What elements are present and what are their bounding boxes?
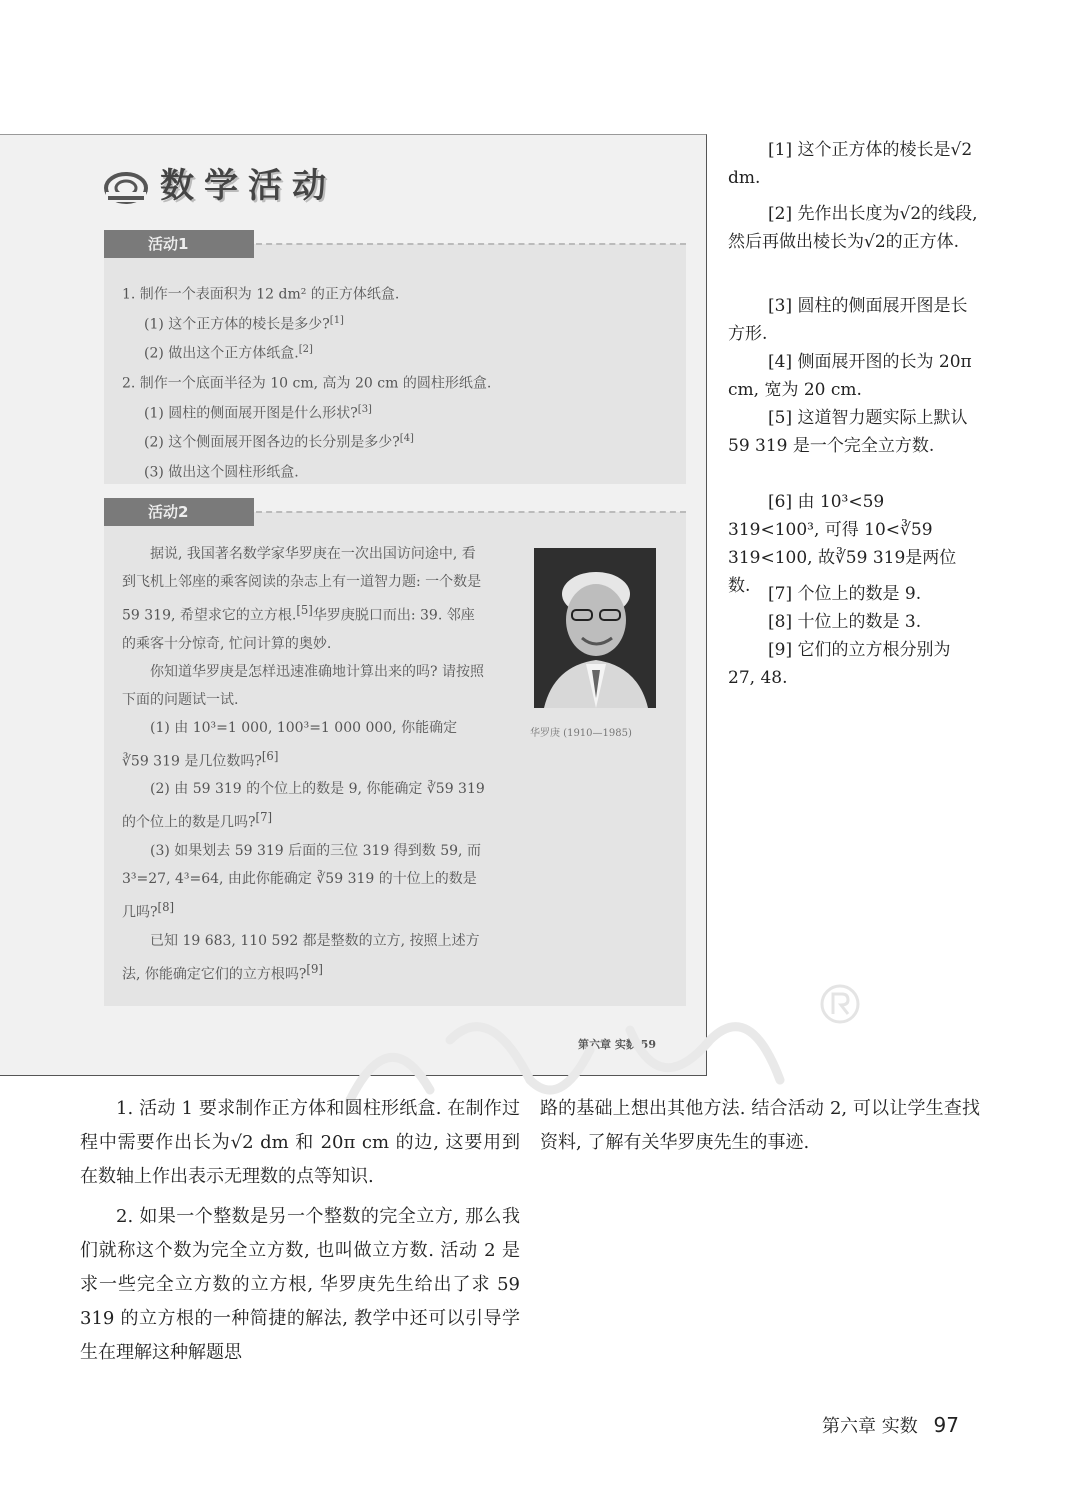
activity1-line: (1) 这个正方体的棱长是多少?[1]	[144, 314, 344, 333]
activity2-paragraph: 据说, 我国著名数学家华罗庚在一次出国访问途中, 看到飞机上邻座的乘客阅读的杂志上有一道智力题: 一个数是 59 319, 希望求它的立方根.[5]华罗庚脱口而出: 39. 邻座的乘客十分惊奇, 忙问计算的奥妙.	[122, 546, 482, 652]
activity2-content	[122, 540, 486, 988]
activity1-line: (1) 圆柱的侧面展开图是什么形状?[3]	[144, 403, 372, 422]
activity2-divider	[256, 511, 686, 513]
activity1-line: 1. 制作一个表面积为 12 dm² 的正方体纸盒.	[122, 286, 400, 303]
activity1-content	[122, 278, 682, 486]
section-logo-icon	[104, 166, 148, 204]
side-note-4: [4] 侧面展开图的长为 20π cm, 宽为 20 cm.	[728, 352, 972, 400]
body-right-column	[540, 1092, 980, 1160]
activity2-tab: 活动2	[104, 498, 254, 526]
activity1-line: (2) 做出这个正方体纸盒.[2]	[144, 344, 313, 362]
activity1-line: 2. 制作一个底面半径为 10 cm, 高为 20 cm 的圆柱形纸盒.	[122, 375, 492, 392]
page-footer	[822, 1412, 959, 1438]
activity2-paragraph: (1) 由 10³=1 000, 100³=1 000 000, 你能确定 ∛59 319 是几位数吗?[6]	[122, 719, 458, 770]
page-number: 97	[933, 1413, 959, 1437]
side-note-1: [1] 这个正方体的棱长是√2 dm.	[728, 140, 973, 188]
embedded-page-footer: 第六章 实数 59	[578, 1038, 656, 1051]
footer-chapter: 第六章 实数	[822, 1416, 918, 1437]
body-paragraph: 2. 如果一个整数是另一个整数的完全立方, 那么我们就称这个数为完全立方数, 也叫做立方数. 活动 2 是求一些完全立方数的立方根, 华罗庚先生给出了求 59 319 的立方根的一种简捷的解法, 教学中还可以引导学生在理解这种解题思	[80, 1206, 520, 1363]
hua-luogeng-portrait	[534, 548, 656, 708]
activity1-tab: 活动1	[104, 230, 254, 258]
activity2-paragraph: 已知 19 683, 110 592 都是整数的立方, 按照上述方法, 你能确定它们的立方根吗?[9]	[122, 932, 480, 983]
side-note-3: [3] 圆柱的侧面展开图是长方形.	[728, 296, 968, 344]
activity2-paragraph: (2) 由 59 319 的个位上的数是 9, 你能确定 ∛59 319 的个位上的数是几吗?[7]	[122, 781, 485, 831]
side-note-8: [8] 十位上的数是 3.	[768, 612, 922, 632]
section-title: 数学活动	[160, 166, 336, 206]
side-note-5: [5] 这道智力题实际上默认 59 319 是一个完全立方数.	[728, 408, 968, 456]
activity1-line: (3) 做出这个圆柱形纸盒.	[144, 464, 299, 481]
activity2-paragraph: (3) 如果划去 59 319 后面的三位 319 得到数 59, 而 3³=27, 4³=64, 由此你能确定 ∛59 319 的十位上的数是几吗?[8]	[122, 842, 481, 921]
activity1-line: (2) 这个侧面展开图各边的长分别是多少?[4]	[144, 433, 414, 451]
side-note-9: [9] 它们的立方根分别为 27, 48.	[728, 640, 951, 688]
side-note-2: [2] 先作出长度为√2的线段, 然后再做出棱长为√2的正方体.	[728, 204, 978, 252]
body-paragraph: 1. 活动 1 要求制作正方体和圆柱形纸盒. 在制作过程中需要作出长为√2 dm 和 20π cm 的边, 这要用到在数轴上作出表示无理数的点等知识.	[80, 1098, 520, 1187]
activity2-paragraph: 你知道华罗庚是怎样迅速准确地计算出来的吗? 请按照下面的问题试一试.	[122, 663, 484, 708]
body-paragraph-continued: 路的基础上想出其他方法. 结合活动 2, 可以让学生查找资料, 了解有关华罗庚先生的事迹.	[540, 1098, 980, 1153]
side-note-7: [7] 个位上的数是 9.	[768, 584, 922, 604]
activity1-divider	[256, 243, 686, 245]
portrait-caption: 华罗庚 (1910—1985)	[530, 728, 632, 739]
body-left-column	[80, 1092, 520, 1370]
side-note-6: [6] 由 10³<59 319<100³, 可得 10<∛59 319<100, 故∛59 319是两位数.	[728, 492, 957, 596]
